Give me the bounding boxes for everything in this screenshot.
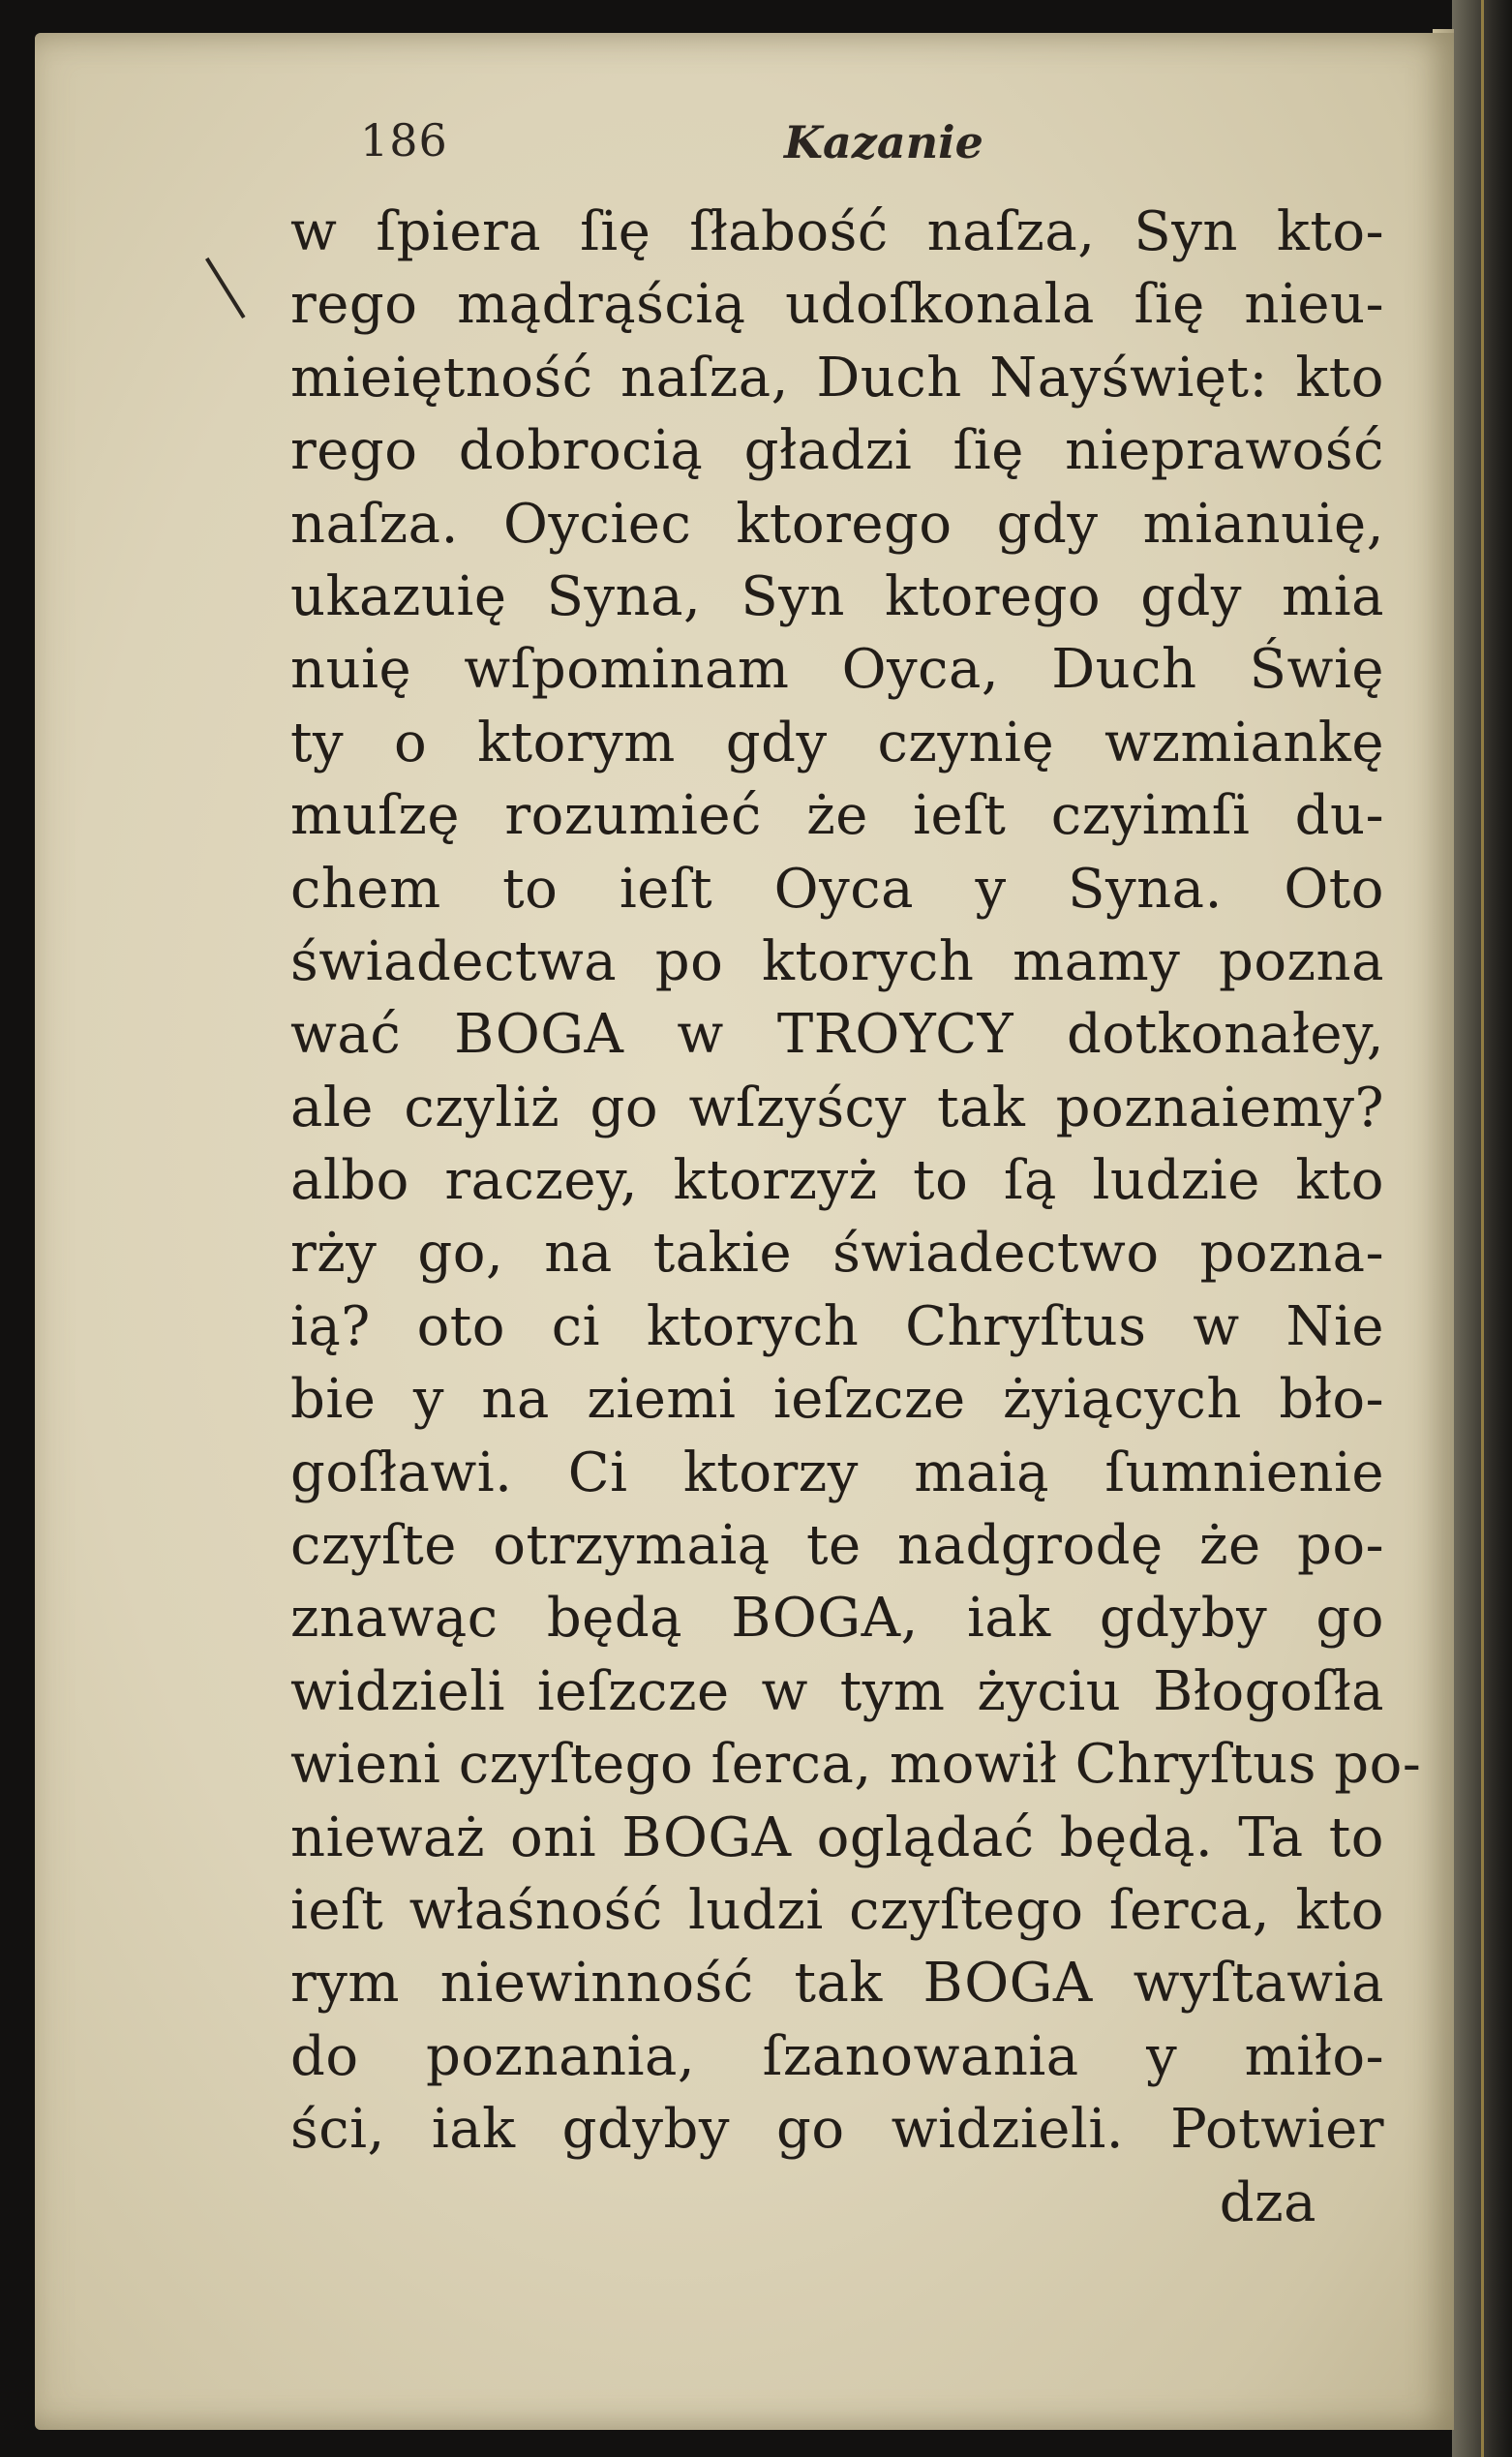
catchword: dza [1219, 2170, 1316, 2234]
spine-thread [1481, 0, 1484, 2457]
text-line: rego mądrąścią udoſkonala ſię nieu- [290, 273, 1384, 337]
text-line: muſzę rozumieć że ieſt czyimſi du- [290, 784, 1384, 848]
running-title: Kazanie [784, 116, 983, 168]
text-line: ale czyliż go wſzyścy tak poznaiemy? [290, 1076, 1384, 1139]
text-line: wieni czyſtego ſerca, mowił Chryſtus po- [290, 1733, 1422, 1797]
text-line: do poznania, ſzanowania y miło- [290, 2024, 1384, 2088]
text-line: ty o ktorym gdy czynię wzmiankę [290, 711, 1384, 774]
text-line: rym niewinność tak BOGA wyſtawia [290, 1952, 1384, 2016]
text-line: nieważ oni BOGA oglądać będą. Ta to [290, 1805, 1384, 1869]
text-line: świadectwa po ktorych mamy pozna [290, 929, 1384, 993]
text-line: ią? oto ci ktorych Chryſtus w Nie [290, 1294, 1384, 1358]
text-line: widzieli ieſzcze w tym życiu Błogoſła [290, 1659, 1384, 1723]
text-line: ści, iak gdyby go widzieli. Potwier [290, 2098, 1384, 2162]
text-line: mieiętność naſza, Duch Nayświęt: kto [290, 346, 1384, 410]
text-line: w ſpiera ſię ſłabość naſza, Syn kto- [290, 200, 1384, 263]
page-header [290, 114, 1355, 182]
text-line: rego dobrocią gładzi ſię nieprawość [290, 419, 1384, 483]
sermon-text [290, 196, 1422, 2239]
text-line: goſławi. Ci ktorzy maią ſumnienie [290, 1441, 1384, 1504]
text-line: chem to ieſt Oyca y Syna. Oto [290, 857, 1384, 921]
text-line: naſza. Oyciec ktorego gdy mianuię, [290, 492, 1384, 556]
text-line: wać BOGA w TROYCY dotkonałey, [290, 1003, 1384, 1067]
text-line: znawąc będą BOGA, iak gdyby go [290, 1587, 1384, 1651]
text-line: nuię wſpominam Oyca, Duch Świę [290, 638, 1384, 702]
text-line: bie y na ziemi ieſzcze żyiących bło- [290, 1368, 1384, 1432]
text-line: czyſte otrzymaią te nadgrodę że po- [290, 1514, 1384, 1578]
text-line: rży go, na takie świadectwo pozna- [290, 1222, 1384, 1286]
page-number: 186 [360, 114, 448, 167]
text-line: albo raczey, ktorzyż to ſą ludzie kto [290, 1149, 1384, 1213]
text-line: ieſt właśność ludzi czyſtego ſerca, kto [290, 1878, 1384, 1942]
text-line: ukazuię Syna, Syn ktorego gdy mia [290, 564, 1384, 628]
